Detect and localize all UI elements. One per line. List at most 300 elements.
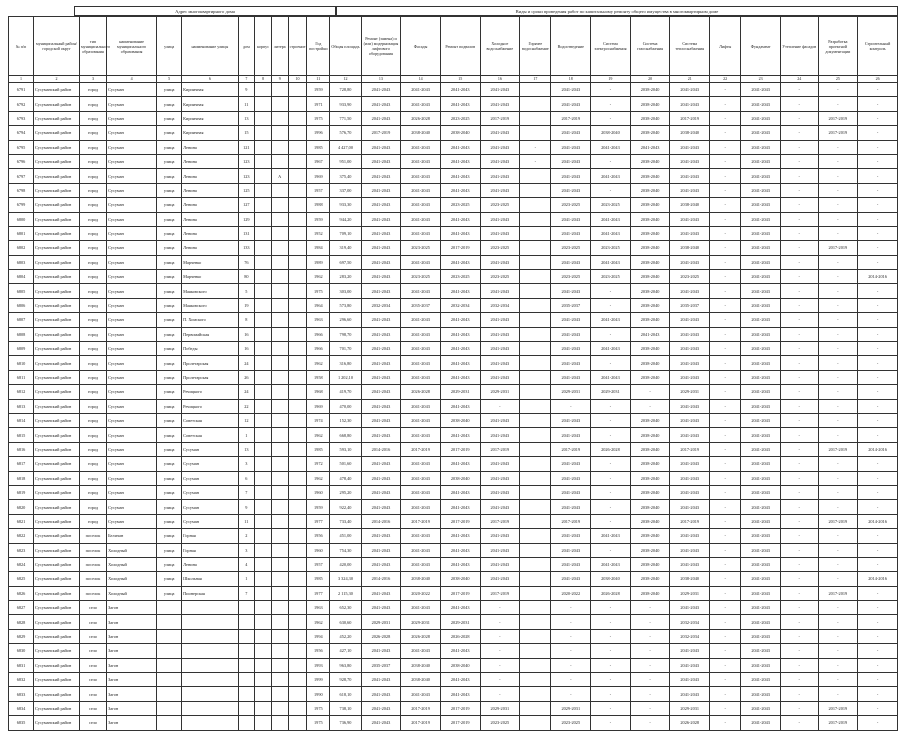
- table-cell: [255, 428, 272, 442]
- table-cell: 2041-2043: [480, 370, 520, 384]
- table-cell: 2041-2043: [401, 557, 441, 571]
- table-cell: 2041-2043: [551, 83, 591, 97]
- table-cell: 2041-2043: [480, 457, 520, 471]
- table-cell: 2041-2043: [551, 284, 591, 298]
- table-cell: -: [858, 615, 898, 629]
- table-row: [9, 284, 898, 298]
- table-cell: 1959: [307, 83, 330, 97]
- table-cell: 2041-2043: [551, 485, 591, 499]
- table-cell: 2038-2040: [630, 543, 670, 557]
- table-cell: [255, 212, 272, 226]
- table-cell: 2029-2031: [551, 385, 591, 399]
- table-cell: [520, 83, 551, 97]
- table-cell: -: [480, 673, 520, 687]
- table-cell: -: [780, 255, 818, 269]
- table-cell: 80: [238, 270, 255, 284]
- table-cell: Сусуманский район: [34, 154, 80, 168]
- table-cell: 2038-2040: [630, 284, 670, 298]
- table-cell: [520, 198, 551, 212]
- table-cell: Сусуман: [107, 97, 157, 111]
- table-cell: 501,60: [330, 457, 361, 471]
- table-cell: 2041-2043: [361, 140, 401, 154]
- column-header: № п/п: [9, 17, 34, 76]
- table-cell: [157, 716, 182, 730]
- table-cell: село: [79, 673, 106, 687]
- table-cell: 2017-2019: [818, 701, 858, 715]
- table-cell: 375,40: [330, 169, 361, 183]
- table-cell: -: [818, 342, 858, 356]
- table-cell: 2041-2043: [480, 529, 520, 543]
- table-cell: 2038-2040: [630, 586, 670, 600]
- table-cell: [271, 644, 288, 658]
- table-cell: Сусуман: [107, 126, 157, 140]
- table-cell: [520, 169, 551, 183]
- table-cell: [271, 97, 288, 111]
- table-cell: 2017-2019: [818, 241, 858, 255]
- table-cell: [288, 111, 307, 125]
- table-cell: 1962: [307, 428, 330, 442]
- table-cell: поселок: [79, 586, 106, 600]
- table-row: [9, 442, 898, 456]
- table-cell: 303,00: [330, 284, 361, 298]
- table-cell: 2029-2031: [591, 385, 631, 399]
- table-cell: Загон: [107, 687, 157, 701]
- table-cell: [255, 471, 272, 485]
- table-cell: Сусуманский район: [34, 413, 80, 427]
- table-cell: 452,20: [330, 629, 361, 643]
- table-cell: 15: [238, 126, 255, 140]
- table-cell: 630,60: [330, 615, 361, 629]
- table-cell: 2041-2043: [440, 97, 480, 111]
- table-cell: 933,30: [330, 198, 361, 212]
- table-cell: -: [858, 485, 898, 499]
- table-cell: 2023-2025: [480, 716, 520, 730]
- table-cell: 701,70: [330, 342, 361, 356]
- table-cell: [288, 198, 307, 212]
- table-cell: -: [591, 97, 631, 111]
- table-cell: 933,90: [330, 97, 361, 111]
- table-cell: 2038-2040: [401, 126, 441, 140]
- table-row: [9, 687, 898, 701]
- table-cell: 2041-2043: [551, 529, 591, 543]
- table-cell: [271, 413, 288, 427]
- table-cell: 576,70: [330, 126, 361, 140]
- table-cell: улица: [157, 241, 182, 255]
- table-cell: 2041-2043: [741, 428, 781, 442]
- table-cell: -: [780, 169, 818, 183]
- table-cell: 2041-2043: [551, 97, 591, 111]
- table-cell: 6791: [9, 83, 34, 97]
- table-cell: [271, 399, 288, 413]
- table-cell: 2041-2043: [670, 673, 710, 687]
- table-cell: [271, 140, 288, 154]
- table-cell: [255, 485, 272, 499]
- table-cell: -: [858, 701, 898, 715]
- table-cell: [288, 543, 307, 557]
- table-cell: 6829: [9, 629, 34, 643]
- table-cell: улица: [157, 471, 182, 485]
- table-cell: 2041-2043: [741, 154, 781, 168]
- table-cell: 131: [238, 226, 255, 240]
- table-cell: улица: [157, 413, 182, 427]
- table-cell: Загон: [107, 673, 157, 687]
- table-cell: Сусуман: [107, 442, 157, 456]
- table-cell: -: [780, 716, 818, 730]
- table-cell: Сусуманский район: [34, 198, 80, 212]
- column-header: Общая площадь: [330, 17, 361, 76]
- table-cell: [238, 629, 255, 643]
- table-row: [9, 126, 898, 140]
- table-cell: [520, 399, 551, 413]
- table-cell: улица: [157, 342, 182, 356]
- table-cell: 283,20: [330, 270, 361, 284]
- table-cell: 6806: [9, 298, 34, 312]
- table-cell: 2041-2043: [480, 183, 520, 197]
- table-cell: 2041-2043: [401, 687, 441, 701]
- table-cell: 2041-2043: [670, 342, 710, 356]
- table-cell: -: [818, 471, 858, 485]
- table-cell: Сусуман: [107, 500, 157, 514]
- table-cell: [288, 83, 307, 97]
- table-cell: Сусуман: [107, 428, 157, 442]
- table-cell: 1975: [307, 284, 330, 298]
- table-cell: [520, 615, 551, 629]
- table-cell: Сусуманский район: [34, 356, 80, 370]
- table-cell: [288, 140, 307, 154]
- table-cell: -: [710, 399, 741, 413]
- table-cell: [271, 255, 288, 269]
- table-cell: -: [858, 327, 898, 341]
- table-cell: 2041-2043: [551, 471, 591, 485]
- column-number: 23: [741, 76, 781, 83]
- table-cell: [238, 673, 255, 687]
- table-cell: -: [818, 615, 858, 629]
- table-cell: [255, 183, 272, 197]
- table-cell: Пионерская: [182, 586, 238, 600]
- column-header: строение: [288, 17, 307, 76]
- table-cell: -: [780, 457, 818, 471]
- table-cell: улица: [157, 183, 182, 197]
- table-cell: 2041-2043: [741, 313, 781, 327]
- table-cell: 2023-2025: [591, 198, 631, 212]
- table-cell: Сусуман: [107, 514, 157, 528]
- table-cell: 2038-2040: [670, 126, 710, 140]
- table-cell: -: [591, 284, 631, 298]
- table-cell: 1977: [307, 586, 330, 600]
- table-cell: 2041-2043: [440, 226, 480, 240]
- table-cell: Беличан: [107, 529, 157, 543]
- table-row: [9, 615, 898, 629]
- table-cell: -: [780, 97, 818, 111]
- table-cell: [255, 701, 272, 715]
- table-cell: Сусуман: [107, 183, 157, 197]
- table-cell: улица: [157, 370, 182, 384]
- table-cell: -: [591, 514, 631, 528]
- table-cell: 2041-2043: [741, 370, 781, 384]
- table-cell: Кирпичная: [182, 83, 238, 97]
- table-cell: -: [858, 226, 898, 240]
- table-cell: 6802: [9, 241, 34, 255]
- table-cell: 2017-2019: [480, 111, 520, 125]
- table-row: [9, 572, 898, 586]
- table-cell: Сусуманский район: [34, 126, 80, 140]
- table-cell: -: [780, 629, 818, 643]
- table-cell: -: [710, 183, 741, 197]
- table-cell: 2017-2019: [670, 442, 710, 456]
- table-cell: 2041-2043: [551, 356, 591, 370]
- table-cell: -: [858, 629, 898, 643]
- table-cell: 2041-2043: [630, 327, 670, 341]
- table-cell: улица: [157, 226, 182, 240]
- table-cell: 296,60: [330, 313, 361, 327]
- table-cell: 2017-2019: [818, 716, 858, 730]
- table-cell: [182, 629, 238, 643]
- table-cell: -: [591, 327, 631, 341]
- table-cell: 2041-2043: [670, 557, 710, 571]
- table-cell: [288, 529, 307, 543]
- column-number-row: [9, 76, 898, 83]
- table-cell: -: [780, 615, 818, 629]
- table-cell: [255, 154, 272, 168]
- table-cell: город: [79, 241, 106, 255]
- table-cell: 2029-2031: [670, 586, 710, 600]
- table-cell: -: [710, 241, 741, 255]
- table-cell: [255, 687, 272, 701]
- table-cell: 5: [238, 284, 255, 298]
- table-cell: 2038-2040: [630, 226, 670, 240]
- table-cell: 2038-2040: [630, 255, 670, 269]
- table-cell: [271, 83, 288, 97]
- table-cell: 2038-2040: [591, 572, 631, 586]
- table-cell: [520, 716, 551, 730]
- table-cell: [271, 687, 288, 701]
- column-number: 16: [480, 76, 520, 83]
- table-cell: -: [591, 457, 631, 471]
- table-cell: 2041-2043: [551, 327, 591, 341]
- table-cell: 2023-2025: [440, 111, 480, 125]
- table-cell: 2041-2043: [401, 644, 441, 658]
- table-cell: [182, 658, 238, 672]
- table-row: [9, 313, 898, 327]
- table-cell: [520, 111, 551, 125]
- table-cell: 2038-2040: [630, 183, 670, 197]
- table-cell: поселок: [79, 557, 106, 571]
- table-cell: 2032-2034: [480, 298, 520, 312]
- table-cell: [271, 385, 288, 399]
- table-cell: 2041-2043: [551, 428, 591, 442]
- table-cell: 2041-2043: [591, 255, 631, 269]
- table-cell: 6828: [9, 615, 34, 629]
- table-cell: Сусуман: [107, 356, 157, 370]
- table-cell: 2041-2043: [361, 529, 401, 543]
- table-cell: Сусуман: [107, 198, 157, 212]
- table-cell: [255, 298, 272, 312]
- table-cell: 2041-2043: [670, 140, 710, 154]
- table-cell: [520, 485, 551, 499]
- table-cell: -: [818, 500, 858, 514]
- table-cell: 738,10: [330, 701, 361, 715]
- table-cell: 6808: [9, 327, 34, 341]
- table-cell: -: [818, 543, 858, 557]
- table-cell: Сусуманский район: [34, 255, 80, 269]
- table-cell: -: [818, 140, 858, 154]
- table-cell: -: [710, 270, 741, 284]
- table-cell: -: [818, 428, 858, 442]
- table-cell: -: [858, 83, 898, 97]
- table-cell: [288, 658, 307, 672]
- column-header: Утепление фасадов: [780, 17, 818, 76]
- table-cell: Сусуман: [107, 83, 157, 97]
- table-cell: Пролетарская: [182, 356, 238, 370]
- table-cell: 2041-2043: [401, 370, 441, 384]
- table-cell: [271, 241, 288, 255]
- table-cell: Сусуманский район: [34, 327, 80, 341]
- table-cell: -: [858, 716, 898, 730]
- table-cell: -: [780, 241, 818, 255]
- table-cell: Сусуманский район: [34, 385, 80, 399]
- table-cell: -: [858, 543, 898, 557]
- table-cell: 1966: [307, 342, 330, 356]
- table-cell: [271, 716, 288, 730]
- table-cell: 7: [238, 586, 255, 600]
- table-cell: [520, 212, 551, 226]
- table-cell: [157, 601, 182, 615]
- table-cell: -: [591, 154, 631, 168]
- table-cell: 2041-2043: [741, 212, 781, 226]
- table-cell: 2041-2043: [591, 212, 631, 226]
- table-cell: -: [818, 226, 858, 240]
- table-cell: -: [710, 126, 741, 140]
- table-cell: -: [591, 111, 631, 125]
- table-cell: [520, 255, 551, 269]
- table-cell: 129: [238, 212, 255, 226]
- table-cell: 2041-2043: [440, 169, 480, 183]
- table-cell: 2014-2016: [361, 572, 401, 586]
- table-cell: 2041-2043: [361, 327, 401, 341]
- table-cell: 2038-2040: [630, 356, 670, 370]
- table-cell: [255, 658, 272, 672]
- table-cell: 709,10: [330, 226, 361, 240]
- table-cell: 733,40: [330, 514, 361, 528]
- table-cell: 2041-2043: [741, 557, 781, 571]
- table-cell: -: [710, 298, 741, 312]
- table-cell: -: [858, 212, 898, 226]
- table-cell: 2041-2043: [591, 226, 631, 240]
- table-cell: 1 202,10: [330, 370, 361, 384]
- table-cell: 2041-2043: [741, 327, 781, 341]
- table-cell: город: [79, 514, 106, 528]
- table-cell: -: [591, 701, 631, 715]
- table-cell: 1975: [307, 111, 330, 125]
- table-row: [9, 629, 898, 643]
- table-cell: 1: [238, 428, 255, 442]
- table-cell: [255, 97, 272, 111]
- table-cell: 697,50: [330, 255, 361, 269]
- table-cell: -: [710, 500, 741, 514]
- table-cell: Сусуманский район: [34, 226, 80, 240]
- table-cell: [182, 601, 238, 615]
- table-cell: 2032-2034: [670, 629, 710, 643]
- table-cell: 2038-2040: [630, 97, 670, 111]
- column-header: улица: [157, 17, 182, 76]
- table-cell: улица: [157, 255, 182, 269]
- table-cell: Речицкого: [182, 385, 238, 399]
- table-cell: 2041-2043: [480, 413, 520, 427]
- table-cell: [288, 342, 307, 356]
- table-cell: 2017-2019: [440, 716, 480, 730]
- table-cell: -: [780, 500, 818, 514]
- table-cell: улица: [157, 514, 182, 528]
- table-cell: 2: [238, 529, 255, 543]
- table-cell: 2041-2043: [670, 529, 710, 543]
- table-cell: 2038-2040: [401, 658, 441, 672]
- table-cell: 6822: [9, 529, 34, 543]
- table-cell: 2041-2043: [551, 572, 591, 586]
- table-cell: 1967: [307, 154, 330, 168]
- table-cell: 2041-2043: [401, 471, 441, 485]
- table-cell: [288, 442, 307, 456]
- table-cell: [520, 658, 551, 672]
- table-row: [9, 356, 898, 370]
- table-cell: [520, 687, 551, 701]
- table-cell: Сусуманский район: [34, 572, 80, 586]
- table-cell: -: [591, 428, 631, 442]
- table-cell: [255, 356, 272, 370]
- column-header: Ремонт подвалов: [440, 17, 480, 76]
- table-cell: [271, 313, 288, 327]
- column-number: 1: [9, 76, 34, 83]
- table-cell: [271, 442, 288, 456]
- table-cell: -: [818, 529, 858, 543]
- table-cell: [255, 198, 272, 212]
- table-cell: [271, 601, 288, 615]
- table-cell: [520, 183, 551, 197]
- table-cell: [520, 529, 551, 543]
- table-cell: 2041-2043: [440, 557, 480, 571]
- table-cell: 6807: [9, 313, 34, 327]
- table-cell: 2041-2043: [480, 284, 520, 298]
- table-cell: 1962: [307, 471, 330, 485]
- table-cell: [271, 183, 288, 197]
- table-cell: 2041-2043: [401, 284, 441, 298]
- table-cell: 6798: [9, 183, 34, 197]
- table-row: [9, 673, 898, 687]
- column-number: 13: [361, 76, 401, 83]
- table-cell: 2041-2043: [741, 529, 781, 543]
- table-cell: 2041-2043: [401, 97, 441, 111]
- table-cell: 2041-2043: [361, 111, 401, 125]
- table-cell: 12: [238, 413, 255, 427]
- table-cell: 2038-2040: [630, 413, 670, 427]
- table-cell: 2038-2040: [440, 471, 480, 485]
- table-cell: 6803: [9, 255, 34, 269]
- table-cell: 6826: [9, 586, 34, 600]
- table-cell: улица: [157, 126, 182, 140]
- table-cell: 2038-2040: [630, 298, 670, 312]
- table-cell: город: [79, 428, 106, 442]
- table-cell: -: [780, 111, 818, 125]
- table-cell: [288, 586, 307, 600]
- table-cell: -: [858, 298, 898, 312]
- table-cell: -: [858, 586, 898, 600]
- table-cell: 2041-2043: [741, 514, 781, 528]
- table-cell: город: [79, 126, 106, 140]
- table-cell: 2041-2043: [551, 543, 591, 557]
- table-cell: 2041-2043: [551, 154, 591, 168]
- table-cell: -: [780, 428, 818, 442]
- table-cell: -: [710, 97, 741, 111]
- table-cell: -: [780, 226, 818, 240]
